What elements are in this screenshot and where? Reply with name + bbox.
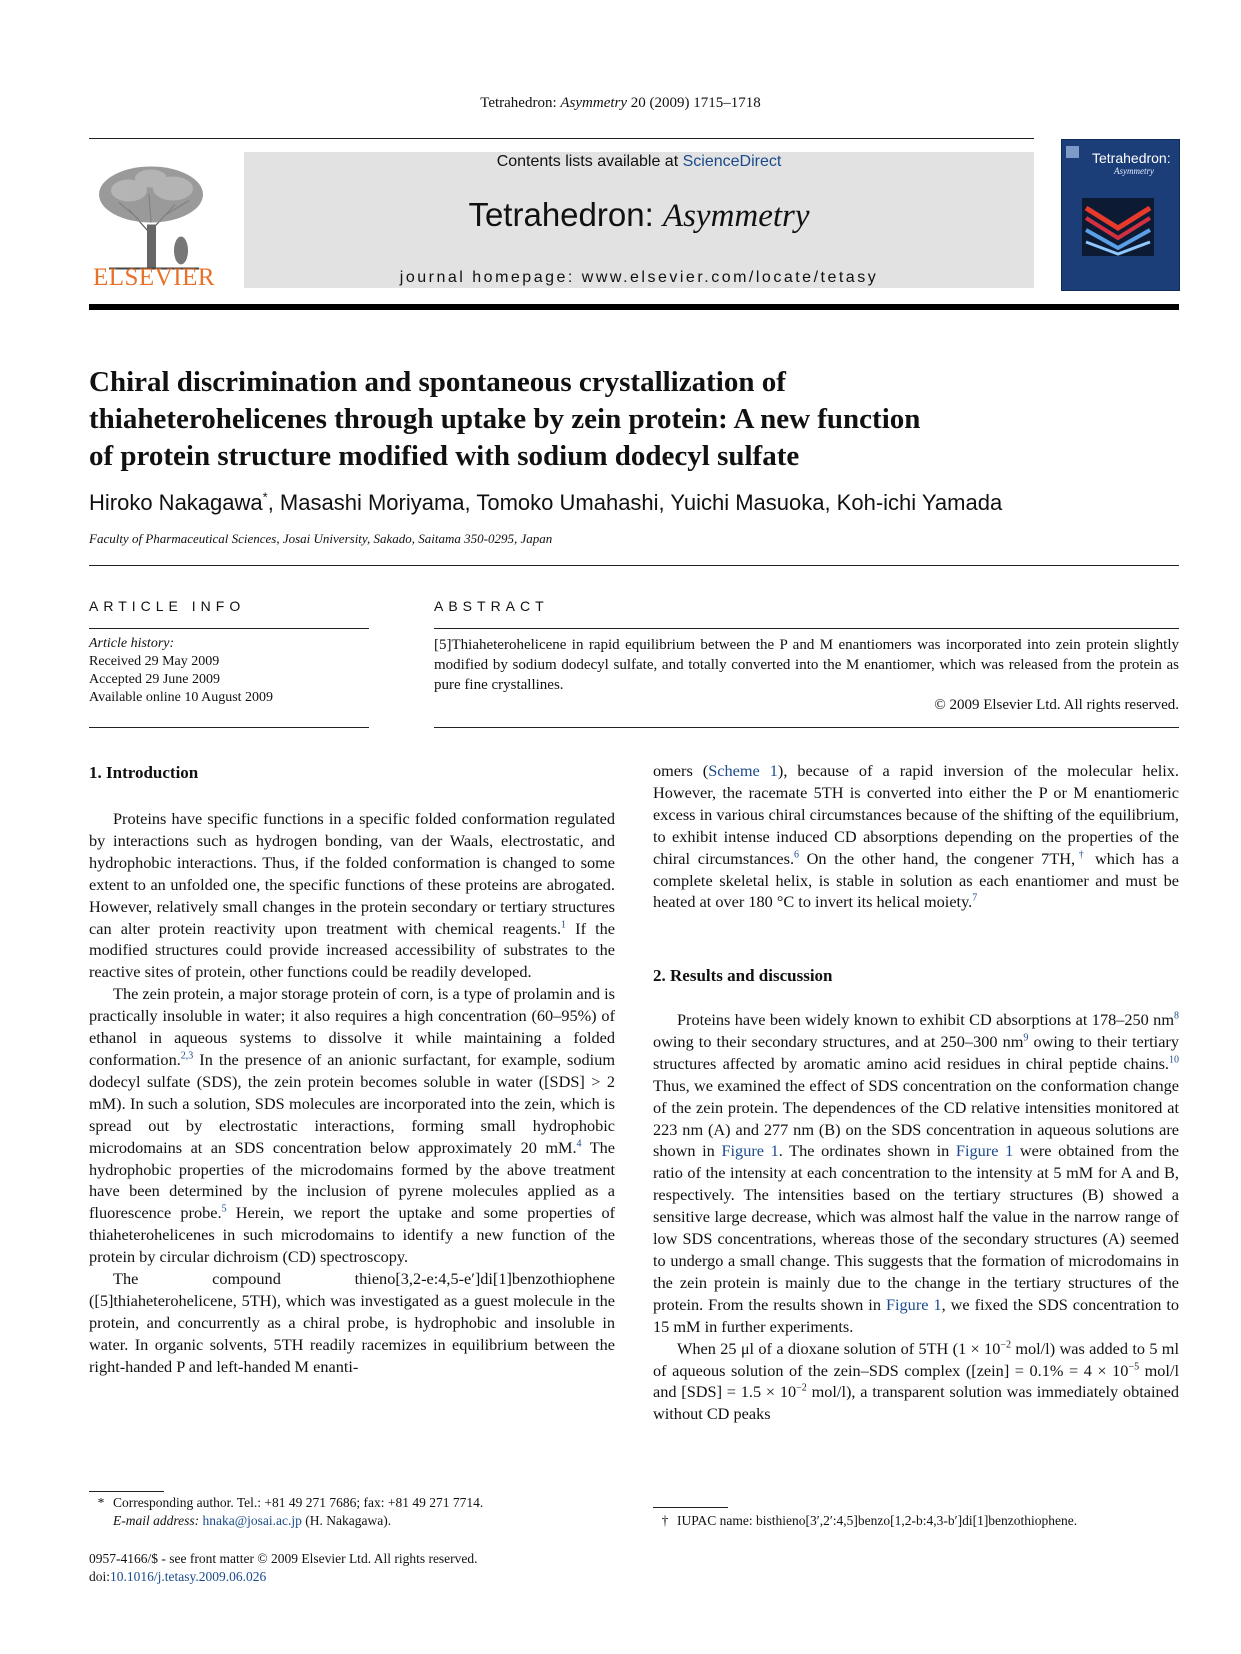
title-rule <box>89 565 1179 566</box>
cover-title: Tetrahedron: <box>1092 150 1171 166</box>
doi-link[interactable]: 10.1016/j.tetasy.2009.06.026 <box>110 1569 267 1584</box>
ref-link[interactable]: 9 <box>1023 1032 1029 1044</box>
header-thick-rule <box>89 304 1179 310</box>
footnote-link[interactable]: † <box>1075 849 1088 861</box>
header-rule <box>89 138 1034 139</box>
paragraph: Proteins have specific functions in a specific folded conformation regulated by interactions such as hydrogen bonding, van der Waals, electrostatic, and hydrophobic interactions. Thus, if the folded conformation is changed to some extent to an unfolded one, the specific functions of these proteins are abrogated. However, relatively small changes in the protein secondary or tertiary structures can alter protein reactivity upon treatment with chemical reagents.$^1$ If the modified structures could provide increased accessibility of substrates to the reactive sites of protein, other functions could be readily developed. <box>89 809 615 982</box>
footnote-rule <box>89 1491 164 1492</box>
ref-link[interactable]: 10 <box>1169 1054 1179 1066</box>
paragraph: The zein protein, a major storage protein of corn, is a type of prolamin and is practically insoluble in water; it also requires a high concentration (60–95%) of ethanol in aqueous systems to dissolve it while maintaining a folded conformation.$^{2,3}$ In the presence of an anionic surfactant, for example, sodium dodecyl sulfate (SDS), the zein protein becomes soluble in water ([SDS] > 2 mM). In such a solution, SDS molecules are incorporated into the zein, which is spread out by electrostatic interactions, forming small hydrophobic microdomains at an SDS concentration below approximately 20 mM.$^4$ The hydrophobic properties of the microdomains formed by the above treatment have been determined by the inclusion of pyrene molecules applied as a fluorescence probe.$^5$ Herein, we report the uptake and some properties of thiaheterohelicenes in such microdomains to identify a new function of the protein by circular dichroism (CD) spectroscopy. <box>89 984 616 1267</box>
scheme-link[interactable]: Scheme 1 <box>708 761 778 780</box>
cover-subtitle: Asymmetry <box>1114 166 1154 176</box>
ref-link[interactable]: 5 <box>221 1203 227 1215</box>
title-line: thiaheterohelicenes through uptake by zein protein: A new function <box>89 403 921 435</box>
footnote-rule <box>653 1507 728 1508</box>
figure-link[interactable]: Figure 1 <box>955 1141 1014 1161</box>
article-title <box>89 364 1089 475</box>
abstract-rule <box>434 628 1179 629</box>
ref-link[interactable]: 2,3 <box>180 1050 194 1062</box>
journal-citation: Tetrahedron: Asymmetry 20 (2009) 1715–1718 <box>480 95 761 111</box>
ref-link[interactable]: 4 <box>576 1138 582 1150</box>
sciencedirect-link[interactable]: ScienceDirect <box>682 153 782 170</box>
abstract-heading: ABSTRACT <box>434 598 549 614</box>
info-bottom-rule <box>89 727 369 728</box>
abstract-text: [5]Thiaheterohelicene in rapid equilibrium between the P and M enantiomers was incorporated into zein protein slightly modified by sodium dodecyl sulfate, and totally converted into the M enantiomer, which was released from the protein as pure fine crystallines. <box>434 637 1179 693</box>
results-body <box>653 1009 1179 1425</box>
figure-link[interactable]: Figure 1 <box>721 1141 779 1161</box>
article-info-heading: ARTICLE INFO <box>89 598 246 614</box>
ref-link[interactable]: 7 <box>972 893 978 905</box>
corresponding-mark[interactable]: * <box>262 489 268 505</box>
ref-link[interactable]: 8 <box>1174 1010 1179 1022</box>
article-history: Article history: Received 29 May 2009 Accepted 29 June 2009 Available online 10 August 2009 <box>89 636 274 705</box>
intro-heading: 1. Introduction <box>89 763 199 782</box>
cover-strip <box>1066 146 1079 158</box>
issn-doi: 0957-4166/$ - see front matter © 2009 Elsevier Ltd. All rights reserved. doi:10.1016/j.tetasy.2009.06.026 <box>89 1551 478 1584</box>
journal-cover-image <box>1061 139 1180 291</box>
paragraph: When 25 μl of a dioxane solution of 5TH ($1 \times 10^{-2}$ mol/l) was added to 5 ml of aqueous solution of the zein–SDS complex ([zein] = $0.1\% = 4 \times 10^{-5}$ mol/l and $[SDS] = 1.5 \times 10^{-2}$ mol/l), a transparent solution was immediately obtained without CD peaks <box>653 1338 1180 1424</box>
contents-line: Contents lists available at ScienceDirect <box>496 153 782 170</box>
abstract-copyright: © 2009 Elsevier Ltd. All rights reserved. <box>934 697 1179 713</box>
email-link[interactable]: hnaka@josai.ac.jp <box>202 1513 302 1528</box>
journal-homepage[interactable]: journal homepage: www.elsevier.com/locate/tetasy <box>399 269 879 286</box>
results-heading: 2. Results and discussion <box>653 966 833 985</box>
title-line: of protein structure modified with sodium dodecyl sulfate <box>89 440 800 472</box>
abstract-bottom-rule <box>434 727 1179 728</box>
ref-link[interactable]: 6 <box>794 849 800 861</box>
right-column-body <box>653 760 1179 913</box>
author-list: Hiroko Nakagawa*, Masashi Moriyama, Tomoko Umahashi, Yuichi Masuoka, Koh-ichi Yamada <box>89 489 1003 515</box>
paragraph: Proteins have been widely known to exhibit CD absorptions at 178–250 nm$^8$ owing to their secondary structures, and at 250–300 nm$^9$ owing to their tertiary structures affected by aromatic amino acid residues in chiral peptide chains.$^{10}$ Thus, we examined the effect of SDS concentration on the conformation change of the zein protein. The dependences of the CD relative intensities monitored at 223 nm (A) and 277 nm (B) on the SDS concentration in aqueous solutions are shown in Figure 1. The ordinates shown in Figure 1 were obtained from the ratio of the intensity at each concentration to the intensity at 5 mM for A and B, respectively. The intensities based on the tertiary structures (B) showed a sensitive large decrease, which was almost half the value in the narrow range of low SDS concentrations, whereas those of the secondary structures (A) seemed to undergo a small change. This suggests that the formation of microdomains in the zein protein is mainly due to the change in the tertiary structures of the protein. From the results shown in Figure 1, we fixed the SDS concentration to 15 mM in further experiments. <box>653 1010 1180 1336</box>
elsevier-wordmark: ELSEVIER <box>92 264 216 291</box>
journal-title: Tetrahedron: Asymmetry <box>468 196 810 234</box>
figure-link[interactable]: Figure 1 <box>885 1294 942 1314</box>
affiliation: Faculty of Pharmaceutical Sciences, Josai University, Sakado, Saitama 350-0295, Japan <box>89 531 553 546</box>
paragraph: The compound thieno[3,2-e:4,5-e′]di[1]benzothiophene ([5]thiaheterohelicene, 5TH), which was investigated as a guest molecule in the protein, and concurrently as a chiral probe, is hydrophobic and insoluble in water. In organic solvents, 5TH readily racemizes in equilibrium between the right-handed P and left-handed M enanti- <box>89 1269 615 1376</box>
title-line: Chiral discrimination and spontaneous crystallization of <box>89 366 786 398</box>
cover-graphic <box>1082 198 1154 256</box>
iupac-footnote: † IUPAC name: bisthieno[3′,2′:4,5]benzo[1,2-b:4,3-b′]di[1]benzothiophene. <box>661 1513 1078 1528</box>
info-rule <box>89 628 369 629</box>
ref-link[interactable]: 1 <box>561 919 567 931</box>
corresponding-footnote: * Corresponding author. Tel.: +81 49 271 7686; fax: +81 49 271 7714. E-mail address: hnaka@josai.ac.jp (H. Nakagawa). <box>97 1495 484 1528</box>
paragraph: omers (Scheme 1), because of a rapid inversion of the molecular helix. However, the racemate 5TH is converted into either the P or M enantiomeric excess in various chiral circumstances because of the shifting of the equilibrium, to exhibit intense induced CD absorptions depending on the properties of the chiral circumstances.$^6$ On the other hand, the congener 7TH,† which has a complete skeletal helix, is stable in solution as each enantiomer and must be heated at over 180 °C to invert its helical moiety.$^7$ <box>653 761 1179 912</box>
intro-body <box>89 808 615 1378</box>
